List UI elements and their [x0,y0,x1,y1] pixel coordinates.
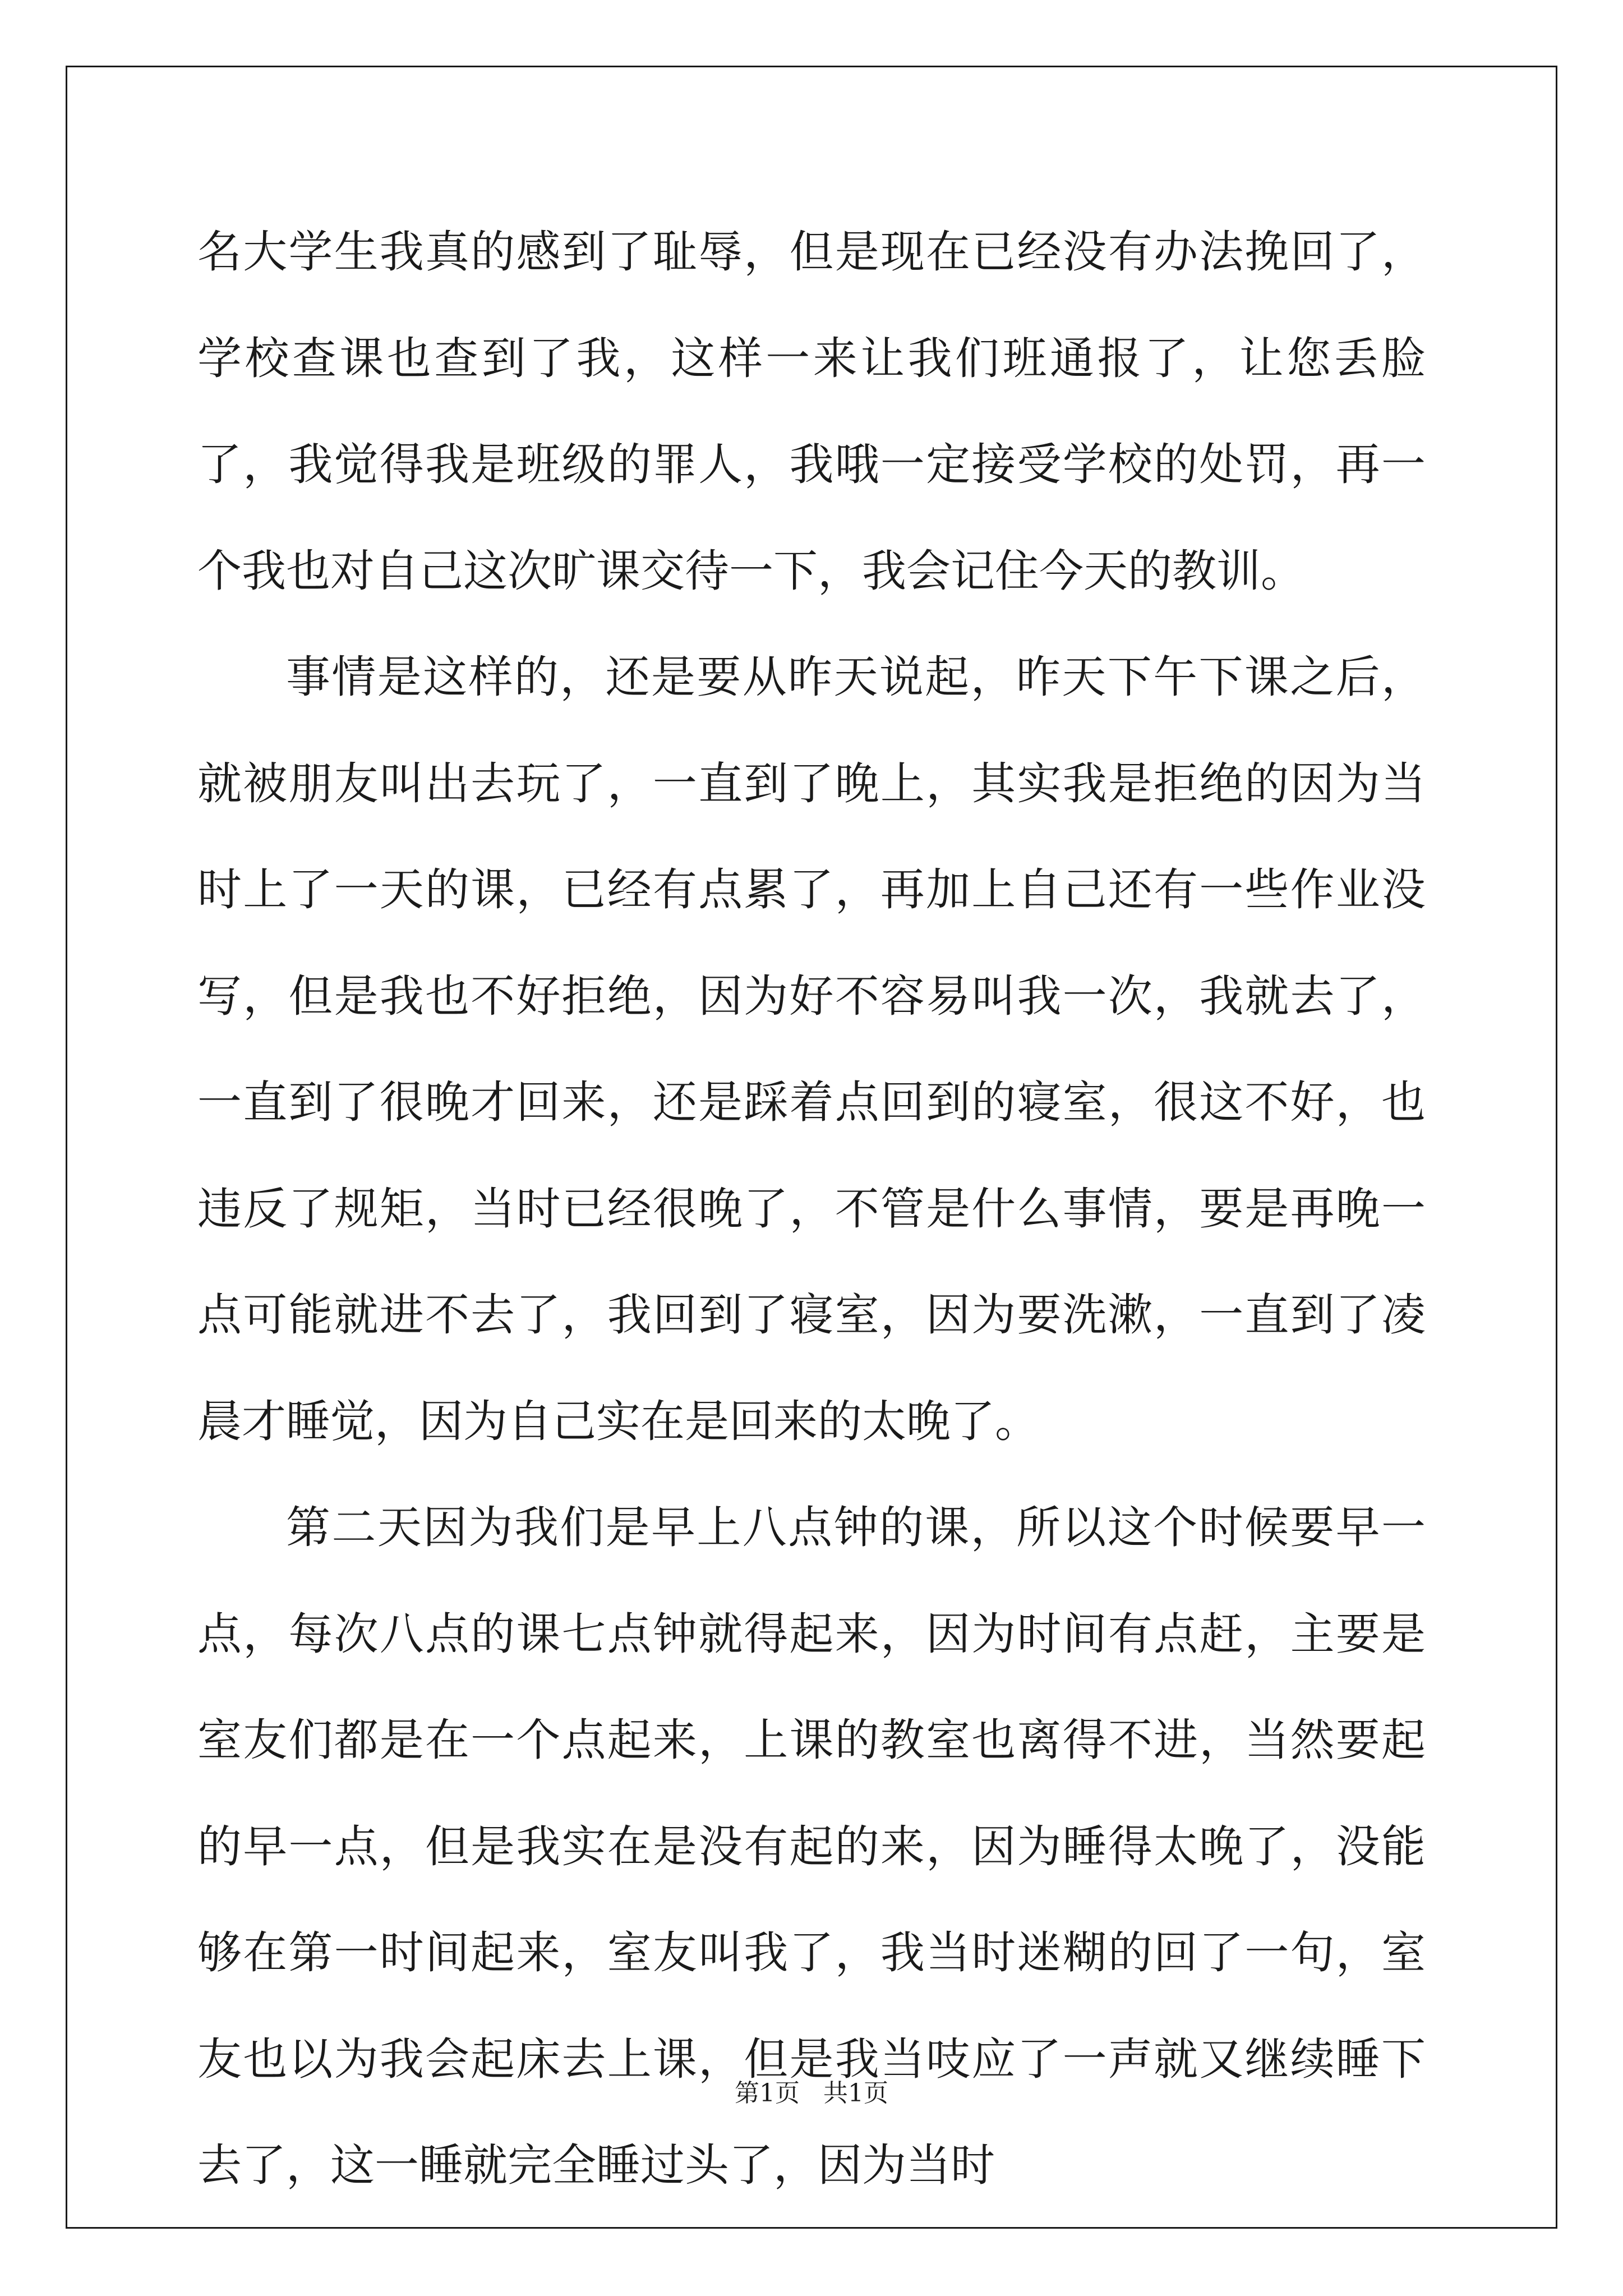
paragraph-1: 名大学生我真的感到了耻辱，但是现在已经没有办法挽回了，学校查课也查到了我，这样一来让我们班通报了，让您丢脸了，我觉得我是班级的罪人，我哦一定接受学校的处罚，再一个我也对自己这次旷课交待一下，我会记住今天的教训。 [197,226,1426,597]
paragraph-2: 事情是这样的，还是要从昨天说起，昨天下午下课之后，就被朋友叫出去玩了，一直到了晚上，其实我是拒绝的因为当时上了一天的课，已经有点累了，再加上自己还有一些作业没写，但是我也不好拒绝，因为好不容易叫我一次，我就去了，一直到了很晚才回来，还是踩着点回到的寝室，很这不好，也违反了规矩，当时已经很晚了，不管是什么事情，要是再晚一点可能就进不去了，我回到了寝室，因为要洗漱，一直到了凌晨才睡觉，因为自己实在是回来的太晚了。 [197,651,1426,1447]
document-body [197,199,1426,2219]
paragraph-3: 第二天因为我们是早上八点钟的课，所以这个时候要早一点，每次八点的课七点钟就得起来，因为时间有点赶，主要是室友们都是在一个点起来，上课的教室也离得不进，当然要起的早一点，但是我实在是没有起的来，因为睡得太晚了，没能够在第一时间起来，室友叫我了，我当时迷糊的回了一句，室友也以为我会起床去上课，但是我当吱应了一声就又继续睡下去了，这一睡就完全睡过头了，因为当时 [197,1502,1426,2191]
page-footer: 第1页 共1页 [735,2079,888,2108]
